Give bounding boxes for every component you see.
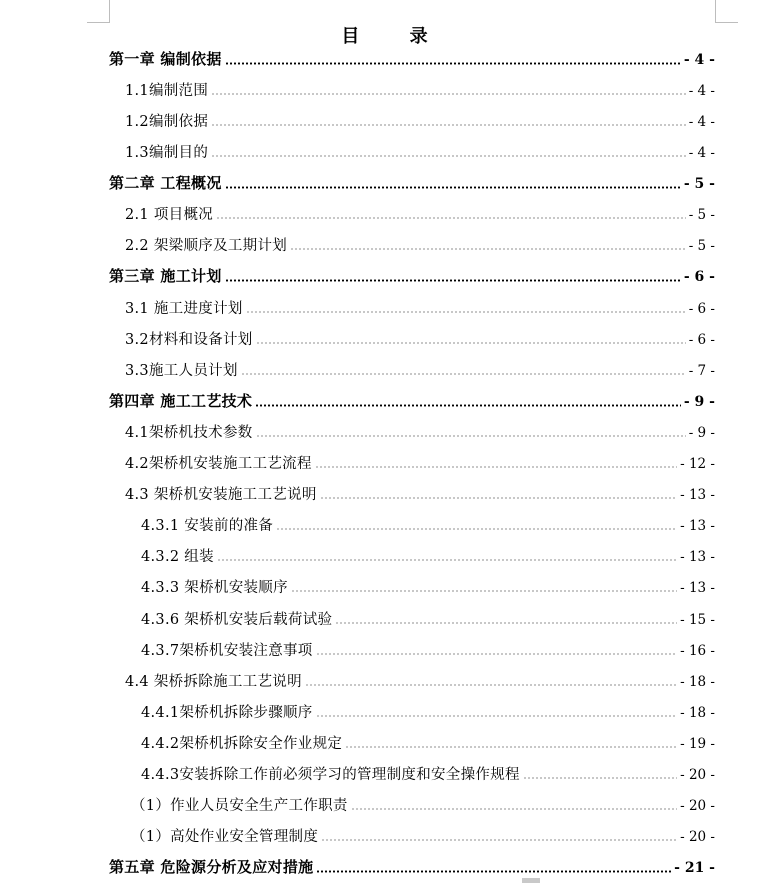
toc-entry[interactable] xyxy=(125,79,715,103)
toc-entry[interactable] xyxy=(125,421,715,445)
toc-entry[interactable] xyxy=(109,856,715,880)
toc-entry[interactable] xyxy=(125,328,715,352)
toc-entry-page-number: - 13 - xyxy=(680,549,715,565)
dot-leader xyxy=(291,590,677,592)
toc-entry-page-number: - 6 - xyxy=(688,301,715,317)
toc-entry-label: 3.3施工人员计划 xyxy=(125,363,238,379)
toc-entry-label: （1）作业人员安全生产工作职责 xyxy=(131,798,348,814)
toc-entry-page-number: - 9 - xyxy=(683,394,715,410)
toc-entry-label: 4.2架桥机安装施工工艺流程 xyxy=(125,456,312,472)
toc-entry[interactable] xyxy=(141,639,715,663)
toc-entry[interactable] xyxy=(109,390,715,414)
toc-entry[interactable] xyxy=(109,265,715,289)
toc-entry-page-number: - 13 - xyxy=(680,518,715,534)
toc-entry[interactable] xyxy=(141,608,715,632)
toc-entry-label: 第四章 施工工艺技术 xyxy=(109,392,253,410)
toc-entry-page-number: - 13 - xyxy=(680,580,715,596)
toc-entry-page-number: - 20 - xyxy=(680,767,715,783)
scroll-indicator xyxy=(522,878,540,883)
dot-leader xyxy=(216,217,686,219)
toc-entry-label: 1.2编制依据 xyxy=(125,114,209,130)
toc-entry[interactable] xyxy=(125,670,715,694)
dot-leader xyxy=(345,746,677,748)
dot-leader xyxy=(211,93,686,95)
dot-leader xyxy=(256,342,686,344)
dot-leader xyxy=(315,466,677,468)
toc-entry[interactable] xyxy=(131,794,715,818)
toc-entry-label: 4.3.2 组装 xyxy=(141,549,214,565)
crop-mark-top-left xyxy=(87,0,110,23)
dot-leader xyxy=(211,124,686,126)
toc-entry[interactable] xyxy=(125,297,715,321)
dot-leader xyxy=(225,186,681,189)
toc-entry[interactable] xyxy=(125,483,715,507)
toc-entry-label: 1.3编制目的 xyxy=(125,145,209,161)
toc-entry-page-number: - 9 - xyxy=(688,425,715,441)
toc-entry[interactable] xyxy=(141,545,715,569)
toc-entry-label: （1）高处作业安全管理制度 xyxy=(131,829,319,845)
toc-entry[interactable] xyxy=(141,701,715,725)
toc-entry-label: 4.3.7架桥机安装注意事项 xyxy=(141,643,313,659)
toc-entry-page-number: - 19 - xyxy=(680,736,715,752)
toc-entry[interactable] xyxy=(125,359,715,383)
dot-leader xyxy=(316,715,678,717)
dot-leader xyxy=(316,870,671,873)
toc-entry-page-number: - 18 - xyxy=(680,674,715,690)
toc-entry-page-number: - 18 - xyxy=(680,705,715,721)
toc-entry[interactable] xyxy=(109,172,715,196)
toc-entry-label: 4.4 架桥拆除施工工艺说明 xyxy=(125,674,302,690)
toc-entry-label: 1.1编制范围 xyxy=(125,83,209,99)
toc-entry[interactable] xyxy=(131,825,715,849)
toc-entry[interactable] xyxy=(141,576,715,600)
toc-entry[interactable] xyxy=(125,110,715,134)
toc-entry-label: 4.3.6 架桥机安装后载荷试验 xyxy=(141,612,333,628)
toc-entry-label: 4.3.1 安装前的准备 xyxy=(141,518,274,534)
toc-entry-label: 4.3.3 架桥机安装顺序 xyxy=(141,580,288,596)
dot-leader xyxy=(320,497,677,499)
toc-entry-label: 4.4.1架桥机拆除步骤顺序 xyxy=(141,705,313,721)
toc-entry-page-number: - 4 - xyxy=(688,83,715,99)
toc-entry[interactable] xyxy=(125,452,715,476)
toc-entry-label: 第五章 危险源分析及应对措施 xyxy=(109,858,314,876)
toc-entry-page-number: - 12 - xyxy=(680,456,715,472)
dot-leader xyxy=(316,653,678,655)
toc-entry-label: 4.1架桥机技术参数 xyxy=(125,425,253,441)
toc-entry-label: 4.4.2架桥机拆除安全作业规定 xyxy=(141,736,343,752)
toc-entry-page-number: - 5 - xyxy=(688,207,715,223)
toc-entry-label: 2.2 架梁顺序及工期计划 xyxy=(125,238,288,254)
dot-leader xyxy=(225,62,681,65)
toc-entry-label: 第三章 施工计划 xyxy=(109,267,222,285)
toc-entry-page-number: - 20 - xyxy=(680,798,715,814)
toc-entry-page-number: - 20 - xyxy=(680,829,715,845)
toc-entry-label: 3.1 施工进度计划 xyxy=(125,301,243,317)
toc-entry-page-number: - 15 - xyxy=(680,612,715,628)
toc-entry-label: 4.3 架桥机安装施工工艺说明 xyxy=(125,487,317,503)
dot-leader xyxy=(351,808,677,810)
toc-entry-page-number: - 13 - xyxy=(680,487,715,503)
dot-leader xyxy=(305,684,677,686)
dot-leader xyxy=(335,622,677,624)
toc-entry-page-number: - 6 - xyxy=(683,269,715,285)
toc-entry-label: 3.2材料和设备计划 xyxy=(125,332,253,348)
toc-entry[interactable] xyxy=(125,203,715,227)
dot-leader xyxy=(290,248,686,250)
toc-entry-label: 第二章 工程概况 xyxy=(109,174,222,192)
dot-leader xyxy=(211,155,686,157)
dot-leader xyxy=(276,528,677,530)
toc-entry-page-number: - 6 - xyxy=(688,332,715,348)
dot-leader xyxy=(321,839,677,841)
toc-entry-label: 2.1 项目概况 xyxy=(125,207,214,223)
toc-entry-label: 第一章 编制依据 xyxy=(109,50,222,68)
toc-entry[interactable] xyxy=(141,732,715,756)
dot-leader xyxy=(217,559,677,561)
toc-entry-page-number: - 4 - xyxy=(688,145,715,161)
toc-entry-page-number: - 5 - xyxy=(683,176,715,192)
toc-entry-page-number: - 4 - xyxy=(683,52,715,68)
dot-leader xyxy=(255,404,681,407)
toc-entry-page-number: - 21 - xyxy=(674,860,715,876)
crop-mark-top-right xyxy=(715,0,738,23)
dot-leader xyxy=(256,435,686,437)
toc-entry-page-number: - 16 - xyxy=(680,643,715,659)
dot-leader xyxy=(523,777,677,779)
dot-leader xyxy=(246,311,686,313)
toc-entry[interactable] xyxy=(141,514,715,538)
toc-entry-page-number: - 4 - xyxy=(688,114,715,130)
dot-leader xyxy=(225,279,681,282)
toc-entry[interactable] xyxy=(125,234,715,258)
dot-leader xyxy=(241,373,686,375)
toc-entry[interactable] xyxy=(125,141,715,165)
toc-entry-label: 4.4.3安装拆除工作前必须学习的管理制度和安全操作规程 xyxy=(141,767,520,783)
toc-entry-page-number: - 7 - xyxy=(688,363,715,379)
toc-entry[interactable] xyxy=(141,763,715,787)
toc-entry[interactable] xyxy=(109,48,715,72)
toc-entry-page-number: - 5 - xyxy=(688,238,715,254)
toc-title: 目 录 xyxy=(341,26,450,47)
